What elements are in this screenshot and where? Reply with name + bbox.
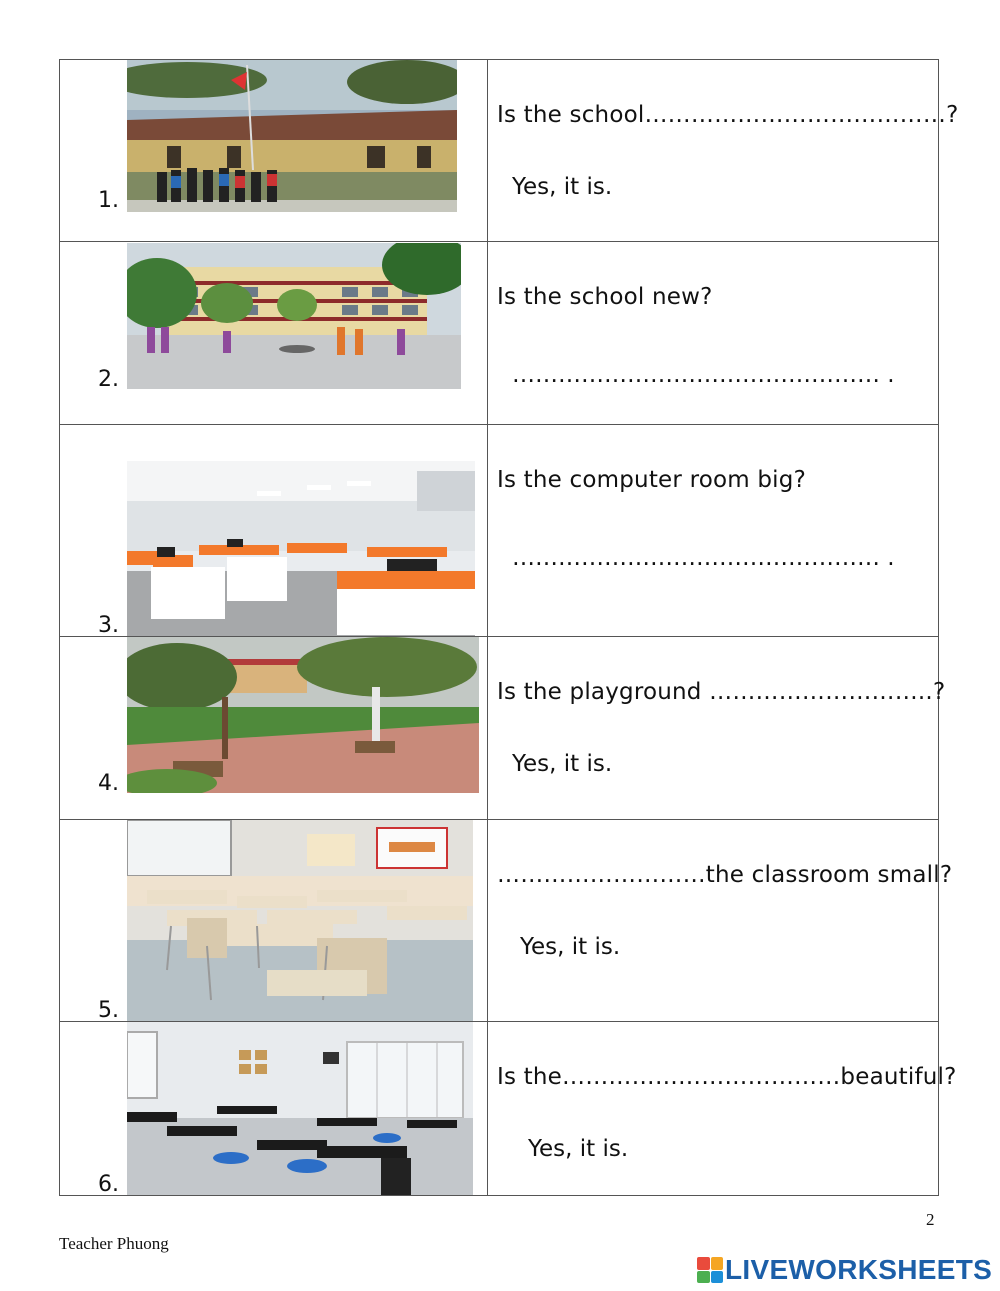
column-divider (487, 60, 488, 242)
answer-text: Yes, it is. (520, 934, 621, 960)
question-text: Is the………………………………beautiful? (497, 1064, 957, 1090)
column-divider (487, 820, 488, 1022)
author-credit: Teacher Phuong (59, 1234, 169, 1253)
column-divider (487, 637, 488, 820)
question-text: Is the playground ………………………..? (497, 679, 946, 705)
question-text: Is the school…………………………………? (497, 102, 959, 128)
answer-blank: ………………………………………… . (512, 545, 895, 571)
worksheet-row-1 (59, 59, 959, 242)
worksheet-row-5 (59, 819, 953, 1023)
column-divider (487, 242, 488, 425)
worksheet-row-3 (59, 424, 939, 637)
column-divider (487, 425, 488, 637)
worksheet-row-6 (59, 1021, 957, 1197)
item-number: 3. (98, 613, 119, 638)
answer-blank: ………………………………………… . (512, 362, 895, 388)
worksheet-row-2 (59, 241, 939, 425)
item-number: 2. (98, 367, 119, 392)
brand-logo-icon (697, 1257, 723, 1283)
item-number: 5. (98, 998, 119, 1023)
question-text: Is the computer room big? (497, 467, 806, 493)
answer-text: Yes, it is. (512, 174, 613, 200)
answer-text: Yes, it is. (528, 1136, 629, 1162)
answer-text: Yes, it is. (512, 751, 613, 777)
item-number: 4. (98, 771, 119, 796)
item-number: 6. (98, 1172, 119, 1197)
item-number: 1. (98, 188, 119, 213)
computer-room-photo (127, 461, 475, 636)
liveworksheets-logo[interactable] (697, 1254, 992, 1286)
worksheet-row-4 (59, 636, 946, 820)
school-flag-photo (127, 60, 457, 212)
column-divider (487, 1022, 488, 1195)
question-text: Is the school new? (497, 284, 713, 310)
question-text: ………………………the classroom small? (497, 862, 953, 888)
classroom-photo (127, 820, 473, 1021)
new-school-building-photo (127, 243, 461, 389)
brand-name: LIVEWORKSHEETS (725, 1254, 993, 1285)
music-room-photo (127, 1022, 473, 1195)
playground-photo (127, 637, 479, 793)
page-number: 2 (926, 1210, 935, 1229)
